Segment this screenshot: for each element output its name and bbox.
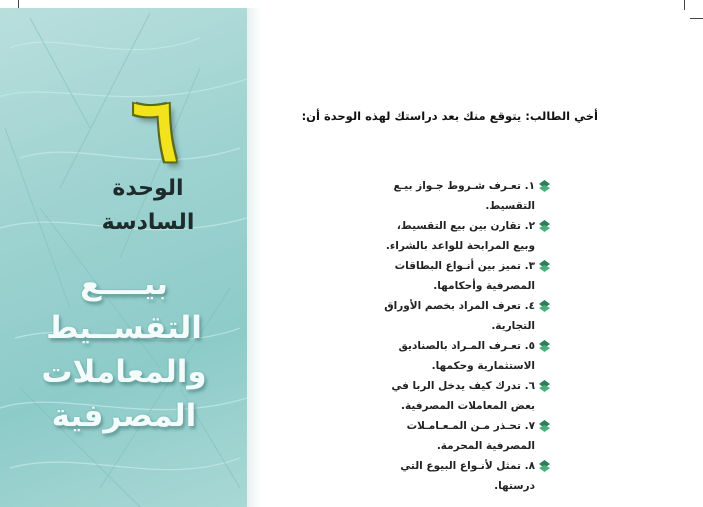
unit-label-line2: السادسة: [101, 210, 195, 235]
unit-number: ٦: [131, 80, 179, 181]
diamond-bullet-icon: [539, 220, 550, 232]
list-item: [380, 336, 550, 376]
objective-text: ١. تعـرف شـروط جـواز بيـع التقسيط.: [393, 180, 535, 212]
unit-label-line1: الوحدة: [112, 176, 184, 201]
diamond-bullet-icon: [539, 180, 550, 192]
diamond-bullet-icon: [539, 420, 550, 432]
list-item: [380, 296, 550, 336]
objective-text: ٣. تميز بين أنـواع البطاقات المصرفية وأحكامها.: [394, 260, 535, 292]
diamond-bullet-icon: [539, 260, 550, 272]
unit-label: [88, 172, 208, 240]
list-item: [380, 216, 550, 256]
unit-title: [10, 262, 238, 438]
objectives-list: [380, 176, 550, 496]
objective-text: ٤. تعرف المراد بخصم الأوراق التجارية.: [384, 300, 535, 332]
unit-title-line: المصرفية: [51, 398, 197, 434]
list-item: [380, 456, 550, 496]
diamond-bullet-icon: [539, 340, 550, 352]
objective-text: ٨. تمثل لأنـواع البيوع التي درستها.: [400, 460, 535, 492]
crop-mark-top-right: [690, 18, 703, 19]
diamond-bullet-icon: [539, 300, 550, 312]
unit-title-line: التقســيط: [46, 310, 202, 346]
intro-text: أخي الطالب: يتوقع منك بعد دراستك لهذه الوحدة أن:: [301, 109, 598, 123]
unit-title-line: بيــــع: [80, 266, 168, 302]
crop-mark-top-right-v: [684, 0, 685, 10]
unit-title-line: والمعاملات: [41, 354, 207, 390]
page-gutter: [247, 8, 261, 507]
objective-text: ٢. تقارن بين بيع التقسيط، وبيع المرابحة للواعد بالشراء.: [385, 220, 535, 252]
objective-text: ٦. تدرك كيف يدخل الربا في بعض المعاملات المصرفية.: [391, 380, 535, 412]
diamond-bullet-icon: [539, 460, 550, 472]
list-item: [380, 256, 550, 296]
list-item: [380, 176, 550, 216]
list-item: [380, 416, 550, 456]
objective-text: ٥. تعـرف المـراد بالصناديق الاستثمارية وحكمها.: [398, 340, 535, 372]
list-item: [380, 376, 550, 416]
diamond-bullet-icon: [539, 380, 550, 392]
objective-text: ٧. تحـذر مـن المـعـامـلات المصرفية المحرمة.: [406, 420, 535, 452]
